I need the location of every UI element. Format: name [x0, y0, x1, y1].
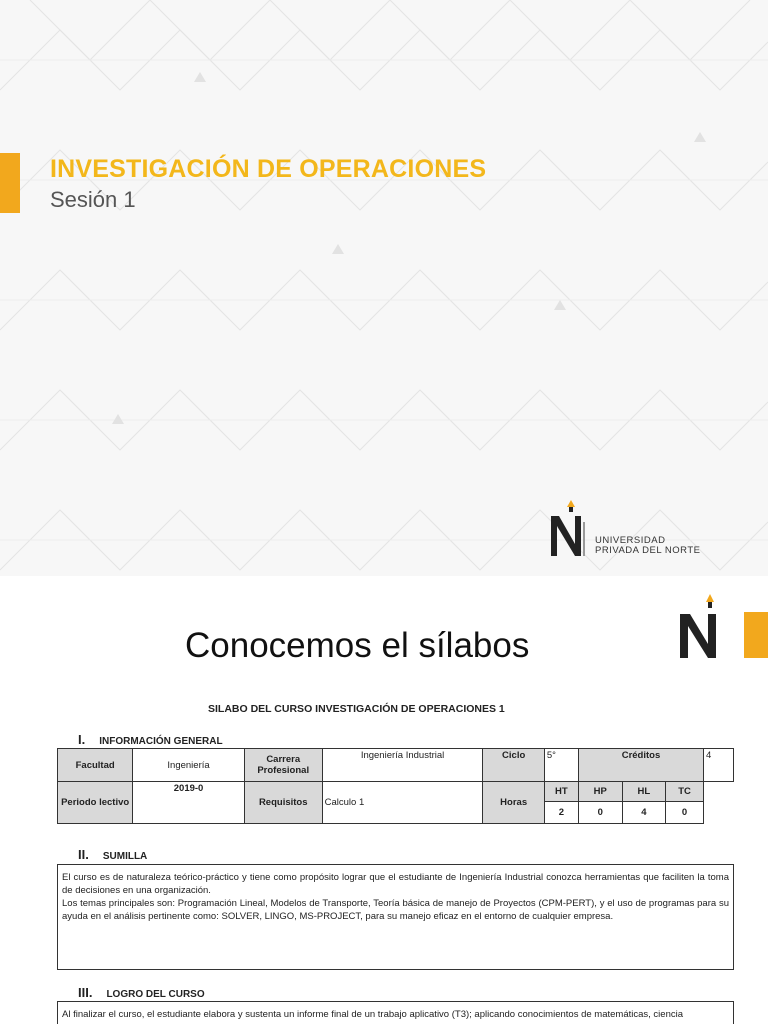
carrera-value: Ingeniería Industrial [322, 749, 483, 782]
tc-label: TC [666, 782, 704, 802]
carrera-label: Carrera Profesional [244, 749, 322, 782]
periodo-label: Periodo lectivo [58, 782, 133, 824]
logo-n-icon [545, 498, 591, 560]
sumilla-paragraph-1: El curso es de naturaleza teórico-práctico y tiene como propósito lograr que el estudiante de Ingeniería Industrial conozca herramientas que faciliten la toma de decisiones en una organización. [62, 872, 729, 896]
facultad-label: Facultad [58, 749, 133, 782]
tc-value: 0 [666, 802, 704, 824]
logro-box [57, 1001, 734, 1024]
sumilla-box [57, 864, 734, 970]
ciclo-label: Ciclo [483, 749, 544, 782]
accent-bar [744, 612, 768, 658]
general-info-table [57, 748, 734, 824]
syllabus-slide: Conocemos el sílabos SILABO DEL CURSO INVESTIGACIÓN DE OPERACIONES 1 I. INFORMACIÓN GENERAL Facultad Ingeniería Carrera Profesional Ingeniería Industrial Ciclo 5° Créditos 4 Periodo lectivo 2019-0 Requisitos Calculo 1 Horas HT HP HL TC 2 0 4 0 II. SUMILLA El curso es de naturaleza teórico-práctico y tiene como propósito lograr que el estudiante de Ingeniería Industrial conozca herramientas que faciliten la toma de decisiones en una organización. Los temas principales son: Programación Lineal, Modelos de Transporte, Teoría básica de manejo de Proyectos (CPM-PERT), y el uso de programas para su ayuda en el análisis pertinente como: SOLVER, LINGO, MS-PROJECT, para su manejo eficaz en el entorno de cualquier empresa. III. LOGRO DEL CURSO Al finalizar el curso, el estudiante elabora y sustenta un informe final de un trabajo aplicativo (T3); aplicando conocimientos de matemáticas, ciencia [0, 576, 768, 1024]
ht-label: HT [544, 782, 578, 802]
slide-subtitle: Sesión 1 [50, 187, 136, 212]
hl-label: HL [622, 782, 666, 802]
hp-label: HP [578, 782, 622, 802]
university-logo [545, 498, 735, 562]
requisitos-value: Calculo 1 [322, 782, 483, 824]
creditos-label: Créditos [578, 749, 703, 782]
accent-bar [0, 153, 20, 213]
facultad-value: Ingeniería [133, 749, 245, 782]
sumilla-paragraph-2: Los temas principales son: Programación Lineal, Modelos de Transporte, Teoría básica de manejo de Proyectos (CPM-PERT), y el uso de programas para su ayuda en el análisis pertinente como: SOLVER, LINGO, MS-PROJECT, para su manejo eficaz en el entorno de cualquier empresa. [62, 898, 729, 922]
creditos-value: 4 [704, 749, 734, 782]
requisitos-label: Requisitos [244, 782, 322, 824]
logo-text: UNIVERSIDAD PRIVADA DEL NORTE [595, 535, 701, 556]
hl-value: 4 [622, 802, 666, 824]
periodo-value: 2019-0 [133, 782, 245, 824]
ciclo-value: 5° [544, 749, 578, 782]
section-heading-1: I. INFORMACIÓN GENERAL [78, 732, 223, 747]
horas-label: Horas [483, 782, 544, 824]
section-heading-3: III. LOGRO DEL CURSO [78, 985, 205, 1000]
logro-paragraph: Al finalizar el curso, el estudiante elabora y sustenta un informe final de un trabajo aplicativo (T3); aplicando conocimientos de matemáticas, ciencia [62, 1009, 683, 1020]
slide-title: INVESTIGACIÓN DE OPERACIONES [50, 155, 487, 183]
section-heading-2: II. SUMILLA [78, 847, 148, 862]
logo-n-icon [676, 592, 726, 662]
hp-value: 0 [578, 802, 622, 824]
ht-value: 2 [544, 802, 578, 824]
